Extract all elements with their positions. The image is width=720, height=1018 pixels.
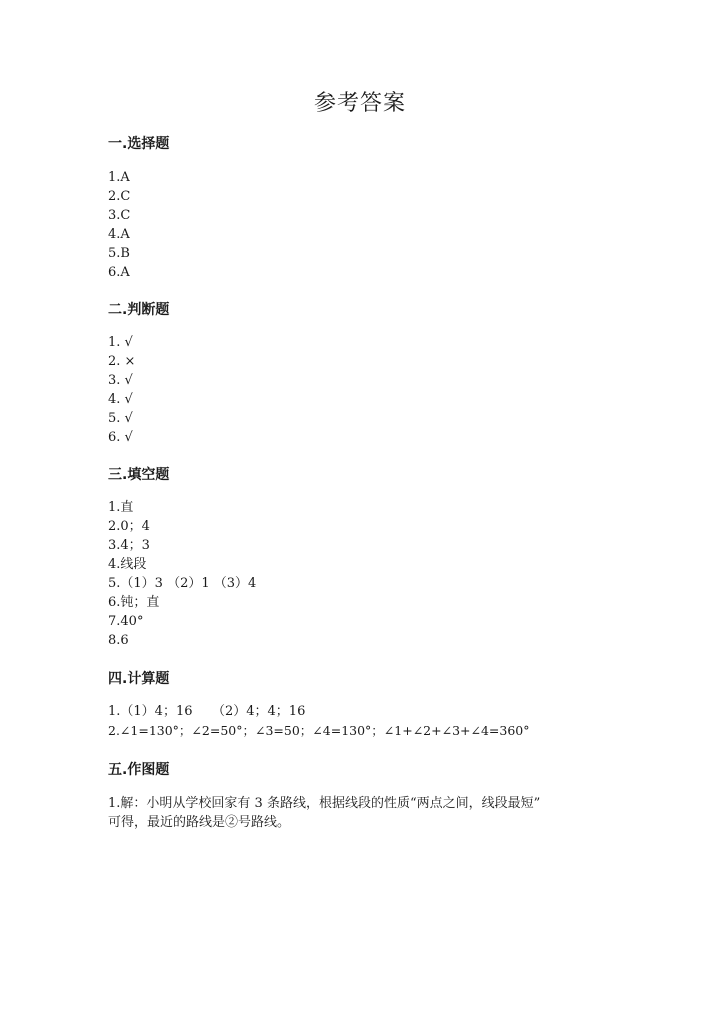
- answer-line: 1.（1）4；16 （2）4；4；16: [108, 704, 306, 719]
- section-heading-fill-blank: 三.填空题: [108, 467, 170, 483]
- answer-line: 6.钝；直: [108, 595, 160, 610]
- answer-line: 5.B: [108, 246, 130, 261]
- answer-line: 1.直: [108, 500, 134, 515]
- answer-line: 6.A: [108, 265, 130, 280]
- answer-line: 1. √: [108, 335, 133, 350]
- answer-line: 8.6: [108, 633, 129, 648]
- answer-line: 3.C: [108, 208, 131, 223]
- answer-line: 2.∠1=130°；∠2=50°；∠3=50；∠4=130°；∠1+∠2+∠3+∠4=360°: [108, 723, 530, 738]
- answer-line: 1.解：小明从学校回家有 3 条路线，根据线段的性质“两点之间，线段最短”: [108, 796, 541, 811]
- answer-line: 2.C: [108, 189, 131, 204]
- answer-line: 7.40°: [108, 614, 144, 629]
- answer-line: 6. √: [108, 430, 133, 445]
- section-heading-choice: 一.选择题: [108, 136, 170, 152]
- section-heading-calculation: 四.计算题: [108, 671, 170, 687]
- answer-line: 4.线段: [108, 557, 147, 572]
- answer-line: 3. √: [108, 373, 133, 388]
- section-heading-drawing: 五.作图题: [108, 762, 170, 778]
- section-heading-judgment: 二.判断题: [108, 302, 170, 318]
- answer-line: 5. √: [108, 411, 133, 426]
- answer-line: 5.（1）3 （2）1 （3）4: [108, 576, 257, 591]
- answer-line: 2. ×: [108, 354, 136, 369]
- answer-line: 4.A: [108, 227, 130, 242]
- answer-line: 4. √: [108, 392, 133, 407]
- page-title: 参考答案: [313, 91, 406, 116]
- answer-line: 可得，最近的路线是②号路线。: [108, 815, 291, 830]
- answer-line: 2.0；4: [108, 519, 150, 534]
- answer-line: 3.4；3: [108, 538, 150, 553]
- answer-line: 1.A: [108, 170, 130, 185]
